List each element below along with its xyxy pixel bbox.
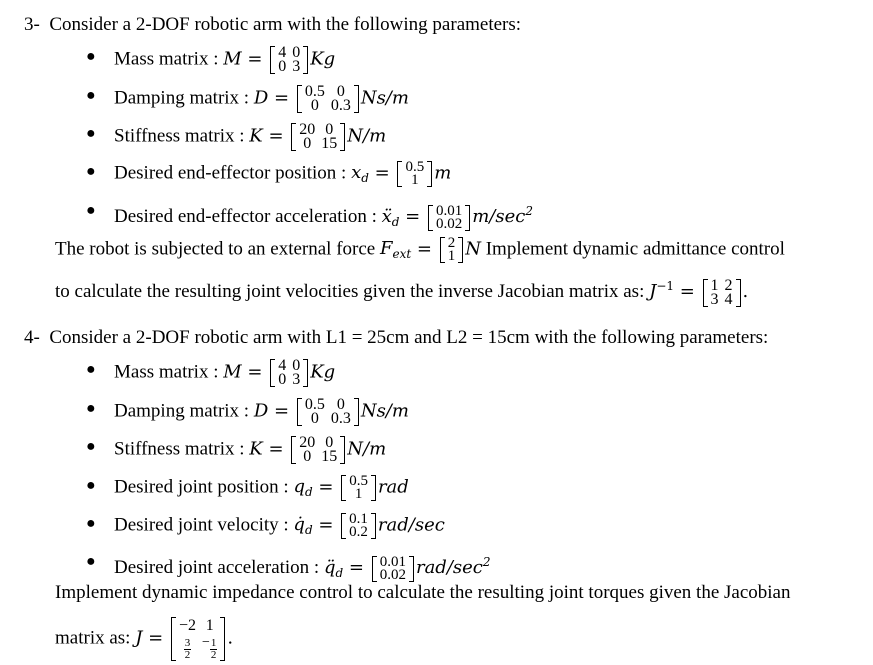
q3-damping: Damping matrix : D = 0.5 0 0 0.3 Ns/m bbox=[114, 83, 409, 114]
bullet-icon: ● bbox=[86, 163, 96, 180]
q3-force-line: The robot is subjected to an external force $F_{ext}$ = 2 1 N Implement dynamic admittance control bbox=[55, 235, 785, 264]
q4-intro-line bbox=[24, 327, 768, 349]
bullet-icon: ● bbox=[86, 125, 96, 142]
bullet-icon: ● bbox=[86, 477, 96, 494]
bullet-icon: ● bbox=[86, 202, 96, 219]
q3-jacobian-line: to calculate the resulting joint velocities given the inverse Jacobian matrix as: $J^{-1}$ = 1 2 3 4 . bbox=[55, 276, 749, 308]
q4-text-line: Implement dynamic impedance control to calculate the resulting joint torques given the Jacobian bbox=[55, 582, 791, 603]
q4-stiffness: Stiffness matrix : K = 20 0 0 15 N/m bbox=[114, 434, 387, 465]
bullet-icon: ● bbox=[86, 553, 96, 570]
q4-velocity-vector: 0.1 0.2 bbox=[341, 513, 376, 539]
q3-acceleration: Desired end-effector acceleration : ẍ$_d$ = 0.01 0.02 $m/\sec^2$ bbox=[114, 202, 533, 232]
q4-stiffness-matrix: 20 0 0 15 bbox=[291, 436, 345, 464]
q4-intro: Consider a 2-DOF robotic arm with L1 = 25cm and L2 = 15cm with the following parameters: bbox=[49, 327, 769, 348]
q3-intro: Consider a 2-DOF robotic arm with the following parameters: bbox=[49, 14, 522, 35]
q4-mass: Mass matrix : M = 4 0 0 3 Kg bbox=[114, 357, 336, 388]
q3-intro-line bbox=[24, 14, 521, 36]
q3-mass-matrix: 4 0 0 3 bbox=[270, 46, 308, 74]
q4-jacobian-matrix: −2 1 $\frac{3}{2}$ − $\frac{1}{2}$ bbox=[171, 617, 225, 661]
bullet-icon: ● bbox=[86, 48, 96, 65]
q4-damping: Damping matrix : D = 0.5 0 0 0.3 Ns/m bbox=[114, 396, 409, 427]
q4-jacobian-line: matrix as: J = −2 1 $\frac{3}{2}$ − $\frac{1}{2}$ . bbox=[55, 617, 234, 661]
q3-number: 3- bbox=[24, 14, 40, 35]
bullet-icon: ● bbox=[86, 87, 96, 104]
q3-acceleration-vector: 0.01 0.02 bbox=[428, 205, 470, 231]
bullet-icon: ● bbox=[86, 438, 96, 455]
q3-stiffness: Stiffness matrix : K = 20 0 0 15 N/m bbox=[114, 121, 387, 152]
bullet-icon: ● bbox=[86, 400, 96, 417]
q4-velocity: Desired joint velocity : $q̇_d$ = 0.1 0.2 rad/sec bbox=[114, 511, 445, 540]
q4-acceleration: Desired joint acceleration : $q̈_d$ = 0.01 0.02 rad/$\sec^2$ bbox=[114, 553, 491, 583]
q3-stiffness-matrix: 20 0 0 15 bbox=[291, 123, 345, 151]
q3-damping-matrix: 0.5 0 0 0.3 bbox=[297, 85, 359, 113]
q3-mass: Mass matrix : M = 4 0 0 3 Kg bbox=[114, 44, 336, 75]
q4-acceleration-vector: 0.01 0.02 bbox=[372, 556, 414, 582]
q4-mass-matrix: 4 0 0 3 bbox=[270, 359, 308, 387]
q4-damping-matrix: 0.5 0 0 0.3 bbox=[297, 398, 359, 426]
q4-number: 4- bbox=[24, 327, 40, 348]
q3-position-vector: 0.5 1 bbox=[397, 161, 432, 187]
q3-position: Desired end-effector position : $x_d$ = 0.5 1 m bbox=[114, 159, 452, 188]
q3-force-vector: 2 1 bbox=[440, 237, 464, 263]
q4-position-vector: 0.5 1 bbox=[341, 475, 376, 501]
bullet-icon: ● bbox=[86, 361, 96, 378]
q4-position: Desired joint position : $q_d$ = 0.5 1 rad bbox=[114, 473, 409, 502]
bullet-icon: ● bbox=[86, 515, 96, 532]
q3-inverse-jacobian-matrix: 1 2 3 4 bbox=[703, 279, 741, 307]
